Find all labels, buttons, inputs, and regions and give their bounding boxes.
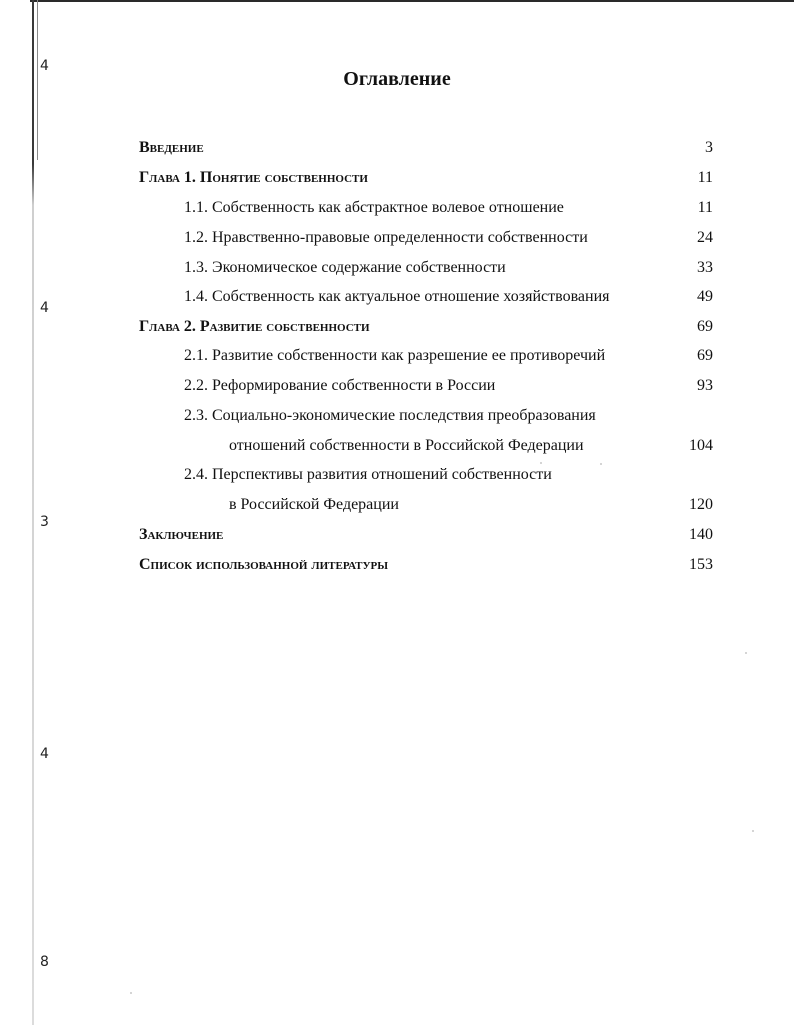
toc-entry-page: 140 bbox=[689, 526, 713, 543]
toc-entry-title: 1.4. Собственность как актуальное отношение хозяйствования bbox=[184, 288, 610, 305]
margin-mark: 4 bbox=[40, 746, 49, 762]
toc-entry-title: 1.1. Собственность как абстрактное волевое отношение bbox=[184, 199, 564, 216]
toc-entry-page: 11 bbox=[697, 199, 713, 216]
toc-entry-page: 3 bbox=[705, 139, 713, 156]
toc-entry-page: 120 bbox=[689, 496, 713, 513]
toc-entry-chapter-1 bbox=[139, 169, 713, 193]
toc-entry-introduction bbox=[139, 139, 713, 163]
toc-entry-title: 1.3. Экономическое содержание собственности bbox=[184, 259, 506, 276]
scan-speck bbox=[130, 992, 132, 994]
page-title: Оглавление bbox=[343, 68, 451, 90]
toc-entry-title: 2.1. Развитие собственности как разрешение ее противоречий bbox=[184, 347, 606, 364]
toc-entry-title: Заключение bbox=[139, 526, 224, 543]
toc-entry-2-3-continued bbox=[139, 437, 713, 461]
toc-entry-1-3 bbox=[139, 259, 713, 283]
toc-entry-page: 93 bbox=[697, 377, 713, 394]
scan-speck bbox=[540, 462, 542, 464]
scan-speck bbox=[745, 652, 747, 654]
toc-entry-title: 1.2. Нравственно-правовые определенности собственности bbox=[184, 229, 588, 246]
toc-entry-page: 69 bbox=[697, 347, 713, 364]
toc-entry-page: 49 bbox=[697, 288, 713, 305]
scan-speck bbox=[600, 463, 602, 465]
toc-entry-title: Введение bbox=[139, 139, 204, 156]
toc-entry-page: 33 bbox=[697, 259, 713, 276]
margin-mark: 3 bbox=[40, 514, 49, 530]
scan-border-left bbox=[32, 0, 34, 1025]
toc-entry-title: 2.2. Реформирование собственности в России bbox=[184, 377, 496, 394]
margin-mark: 4 bbox=[40, 300, 49, 316]
toc-entry-page: 104 bbox=[689, 437, 713, 454]
margin-mark: 4 bbox=[40, 58, 49, 74]
toc-entry-title: Глава 1. Понятие собственности bbox=[139, 169, 368, 186]
toc-entry-1-2 bbox=[139, 229, 713, 253]
toc-entry-2-2 bbox=[139, 377, 713, 401]
toc-entry-conclusion bbox=[139, 526, 713, 550]
toc-entry-2-4 bbox=[139, 466, 713, 490]
toc-entry-title: Список использованной литературы bbox=[139, 556, 389, 573]
toc-entry-title: 2.4. Перспективы развития отношений собственности bbox=[184, 466, 552, 483]
toc-entry-page: 69 bbox=[697, 318, 713, 335]
toc-entry-1-4 bbox=[139, 288, 713, 312]
scan-border-top bbox=[30, 0, 794, 2]
toc-entry-page: 153 bbox=[689, 556, 713, 573]
toc-entry-page: 24 bbox=[697, 229, 713, 246]
toc-entry-title: Глава 2. Развитие собственности bbox=[139, 318, 370, 335]
toc-entry-1-1 bbox=[139, 199, 713, 223]
toc-entry-title: отношений собственности в Российской Федерации bbox=[229, 437, 584, 454]
toc-entry-2-3 bbox=[139, 407, 713, 431]
toc-entry-title: в Российской Федерации bbox=[229, 496, 399, 513]
toc-entry-bibliography bbox=[139, 556, 713, 580]
toc-entry-title: 2.3. Социально-экономические последствия преобразования bbox=[184, 407, 596, 424]
scan-speck bbox=[752, 830, 754, 832]
toc-entry-2-4-continued bbox=[139, 496, 713, 520]
toc-entry-2-1 bbox=[139, 347, 713, 371]
margin-mark: 8 bbox=[40, 954, 49, 970]
toc-entry-chapter-2 bbox=[139, 318, 713, 342]
toc-entry-page: 11 bbox=[697, 169, 713, 186]
